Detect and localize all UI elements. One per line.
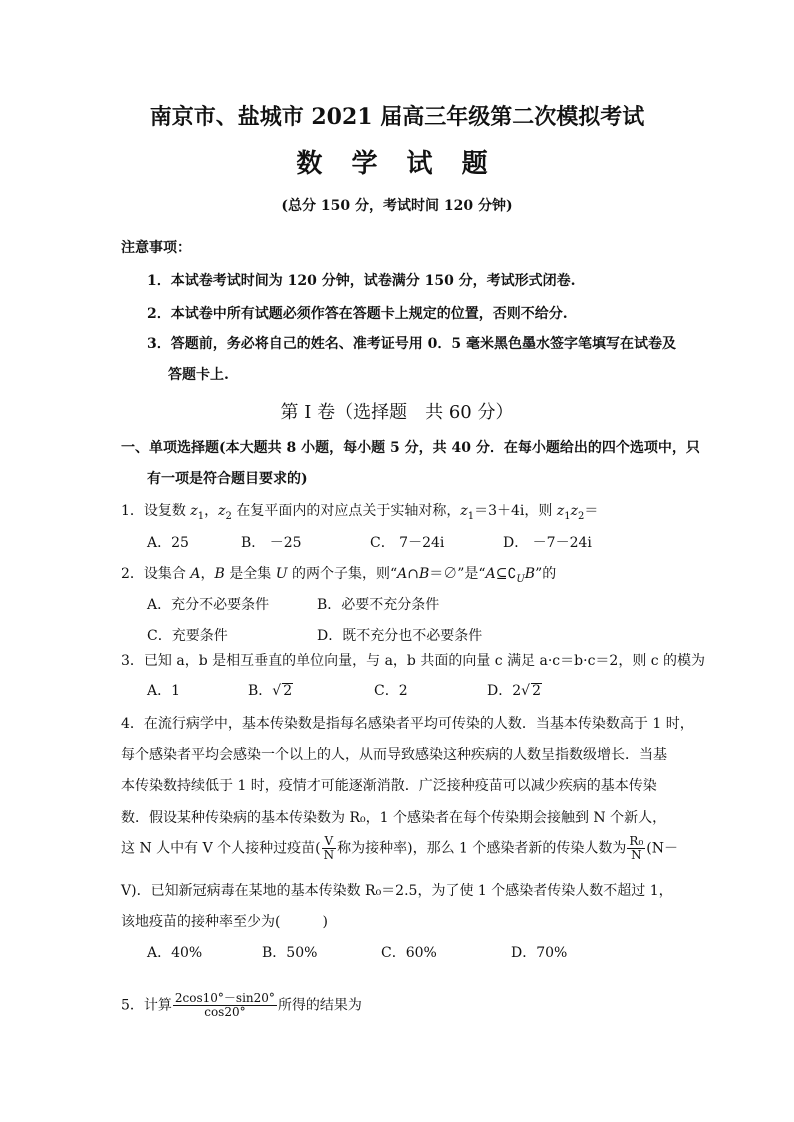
question-4-line-6: V)．已知新冠病毒在某地的基本传染数 R₀＝2.5，为了使 1 个感染者传染人数不超过 1， [121,883,673,899]
notice-heading: 注意事项： [121,240,191,256]
notice-item-1: 1．本试卷考试时间为 120 分钟，试卷满分 150 分，考试形式闭卷. [147,273,576,289]
notice-item-2: 2．本试卷中所有试题必须作答在答题卡上规定的位置，否则不给分. [147,306,568,322]
section-title: 第 I 卷（选择题 共 60 分） [280,402,514,423]
question-2-option-a: A．充分不必要条件 [147,597,270,613]
question-1-option-c: C． 7－24i [370,535,445,551]
part-heading-line2: 有一项是符合题目要求的) [147,471,308,487]
question-4-line-3: 本传染数持续低于 1 时，疫情才可能逐渐消散．广泛接种疫苗可以减少疾病的基本传染 [121,778,657,794]
score-note: (总分 150 分，考试时间 120 分钟) [281,198,513,214]
question-5-text: 5．计算 $\frac{2\cos 10^\circ-\sin 20^\circ}{\cos 20^\circ}$ 所得的结果为 [121,991,362,1019]
transmission-fraction: $\frac{\text{R₀}}{N}$ [629,834,644,862]
question-1-option-b: B． －25 [241,535,302,551]
question-3-text: 3．已知 a，b 是相互垂直的单位向量，与 a，b 共面的向量 c 满足 a·c＝b·c＝2，则 c 的模为 [121,653,706,669]
question-3-option-d: D．2√ 2 [487,683,541,699]
question-4-line-4: 数．假设某种传染病的基本传染数为 R₀，1 个感染者在每个传染期会接触到 N 个新人， [121,810,667,826]
notice-item-3: 3．答题前，务必将自己的姓名、准考证号用 0．5 毫米黑色墨水签字笔填写在试卷及 [147,336,676,352]
question-1-option-d: D． －7－24i [503,535,592,551]
question-4-line-5: 这 N 人中有 V 个人接种过疫苗( $\frac{V}{N}$ 称为接种率)，那么 1 个感染者新的传染人数为 $\frac{\text{R₀}}{N}$ (N－ [121,834,678,862]
question-3-option-a: A．1 [147,683,181,699]
question-2-option-c: C．充要条件 [147,628,228,644]
question-2-option-b: B．必要不充分条件 [317,597,440,613]
question-4-option-a: A．40% [147,945,203,961]
trig-fraction: $\frac{2\cos 10^\circ-\sin 20^\circ}{\cos 20^\circ}$ [174,991,275,1019]
question-4-line-2: 每个感染者平均会感染一个以上的人，从而导致感染这种疾病的人数呈指数级增长．当基 [121,747,667,763]
exam-title: 南京市、盐城市 2021 届高三年级第二次模拟考试 [149,104,645,130]
exam-subtitle: 数 学 试 题 [296,149,498,179]
part-heading-line1: 一、单项选择题(本大题共 8 小题，每小题 5 分，共 40 分．在每小题给出的四个选项中，只 [121,440,700,456]
question-2-text: 2．设集合 A，B 是全集 U 的两个子集，则“A∩B＝∅”是“$A⊆∁_UB$”的 [121,566,557,585]
question-3-option-b: B．√ 2 [248,683,293,699]
question-4-option-c: C．60% [381,945,437,961]
vaccination-rate-fraction: $\frac{V}{N}$ [323,834,335,862]
question-4-option-b: B．50% [262,945,318,961]
notice-item-3-cont: 答题卡上. [168,367,229,383]
question-4-line-1: 4．在流行病学中，基本传染数是指每名感染者平均可传染的人数．当基本传染数高于 1 时， [121,716,694,732]
question-4-line-7: 该地疫苗的接种率至少为( ) [121,914,328,930]
question-1-text: 1．设复数 $z_1$，$z_2$ 在复平面内的对应点关于实轴对称，$z_1=3+4i$，则 $z_1z_2=$ [121,503,599,522]
question-1-option-a: A．25 [147,535,189,551]
question-4-option-d: D．70% [511,945,568,961]
question-2-option-d: D．既不充分也不必要条件 [317,628,483,644]
question-3-option-c: C．2 [374,683,408,699]
